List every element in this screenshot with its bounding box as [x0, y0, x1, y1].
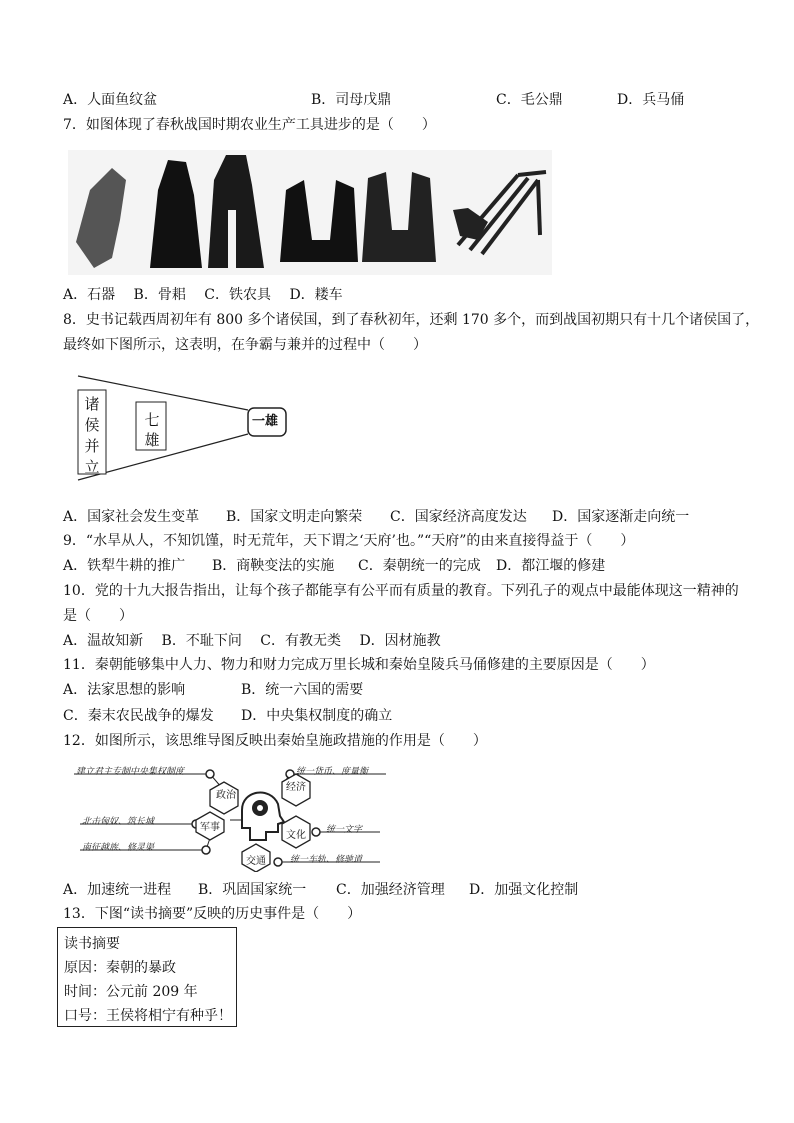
q9-stem: 9．“水旱从人，不知饥馑，时无荒年，天下谓之‘天府’也。”“天府”的由来直接得益于（ ）: [63, 533, 635, 549]
q11-option-b: B．统一六国的需要: [241, 682, 364, 698]
q10-stem-line1: 10．党的十九大报告指出，让每个孩子都能享有公平而有质量的教育。下列孔子的观点中最能体现这一精神的: [63, 583, 739, 599]
summary-title: 读书摘要: [64, 936, 120, 952]
q11-option-c: C．秦末农民战争的爆发: [63, 708, 214, 724]
q11-option-d: D．中央集权制度的确立: [241, 708, 393, 724]
q12-stem: 12．如图所示，该思维导图反映出秦始皇施政措施的作用是（ ）: [63, 733, 487, 749]
summary-slogan: 口号：王侯将相宁有种乎！: [64, 1008, 232, 1024]
q12-option-a: A．加速统一进程: [63, 882, 172, 898]
mindmap-node-culture: 文化: [286, 830, 306, 841]
mindmap-node-military: 军事: [200, 822, 220, 833]
q10-options: A．温故知新 B．不耻下问 C．有教无类 D．因材施教: [63, 633, 441, 649]
q12-option-d: D．加强文化控制: [469, 882, 579, 898]
q6-option-d: D．兵马俑: [617, 92, 685, 108]
mindmap-text-economy: 统一货币、度量衡: [296, 767, 369, 777]
mindmap-text-military-1: 北击匈奴、筑长城: [82, 817, 155, 827]
q7-stem: 7．如图体现了春秋战国时期农业生产工具进步的是（ ）: [63, 117, 436, 133]
mindmap-text-military-2: 南征越族、修灵渠: [82, 843, 155, 853]
q9-option-a: A．铁犁牛耕的推广: [63, 558, 186, 574]
q8-stem-line1: 8．史书记载西周初年有 800 多个诸侯国，到了春秋初年，还剩 170 多个，而到战国初期只有十几个诸侯国了，: [63, 312, 760, 328]
q8-stem-line2: 最终如下图所示，这表明，在争霸与兼并的过程中（ ）: [63, 337, 427, 353]
q6-option-a: A．人面鱼纹盆: [63, 92, 158, 108]
q7-tools-figure: [68, 150, 552, 275]
diagram-box-seven: 七雄: [144, 411, 160, 449]
head-gear-icon: [242, 793, 284, 840]
q9-option-c: C．秦朝统一的完成: [358, 558, 481, 574]
q11-stem: 11．秦朝能够集中人力、物力和财力完成万里长城和秦始皇陵兵马俑修建的主要原因是（ ）: [63, 657, 655, 673]
mindmap-node-economy: 经济: [286, 782, 306, 793]
q9-option-d: D．都江堰的修建: [496, 558, 606, 574]
mindmap-node-transport: 交通: [246, 856, 266, 867]
q8-option-a: A．国家社会发生变革: [63, 509, 200, 525]
q7-options: A．石器 B．骨耜 C．铁农具 D．耧车: [63, 287, 343, 303]
mindmap-node-politics: 政治: [216, 790, 236, 801]
q11-option-a: A．法家思想的影响: [63, 682, 186, 698]
mindmap-text-culture: 统一文字: [326, 825, 363, 835]
summary-time: 时间：公元前 209 年: [64, 984, 198, 1000]
q8-option-d: D．国家逐渐走向统一: [552, 509, 690, 525]
q12-option-b: B．巩固国家统一: [198, 882, 307, 898]
q13-stem: 13．下图“读书摘要”反映的历史事件是（ ）: [63, 906, 362, 922]
q8-option-c: C．国家经济高度发达: [390, 509, 527, 525]
mindmap-text-transport: 统一车轨、修驰道: [290, 855, 363, 865]
summary-cause: 原因：秦朝的暴政: [64, 960, 176, 976]
q10-stem-line2: 是（ ）: [63, 608, 133, 624]
q9-option-b: B．商鞅变法的实施: [212, 558, 335, 574]
q12-option-c: C．加强经济管理: [336, 882, 445, 898]
diagram-box-states: 诸侯并立: [84, 395, 100, 476]
q6-option-b: B．司母戊鼎: [311, 92, 392, 108]
diagram-box-one: 一雄: [252, 414, 279, 429]
q6-option-c: C．毛公鼎: [496, 92, 563, 108]
mindmap-text-politics: 建立君主专制中央集权制度: [76, 767, 185, 777]
reading-summary-box: [57, 927, 237, 1027]
q8-option-b: B．国家文明走向繁荣: [226, 509, 363, 525]
